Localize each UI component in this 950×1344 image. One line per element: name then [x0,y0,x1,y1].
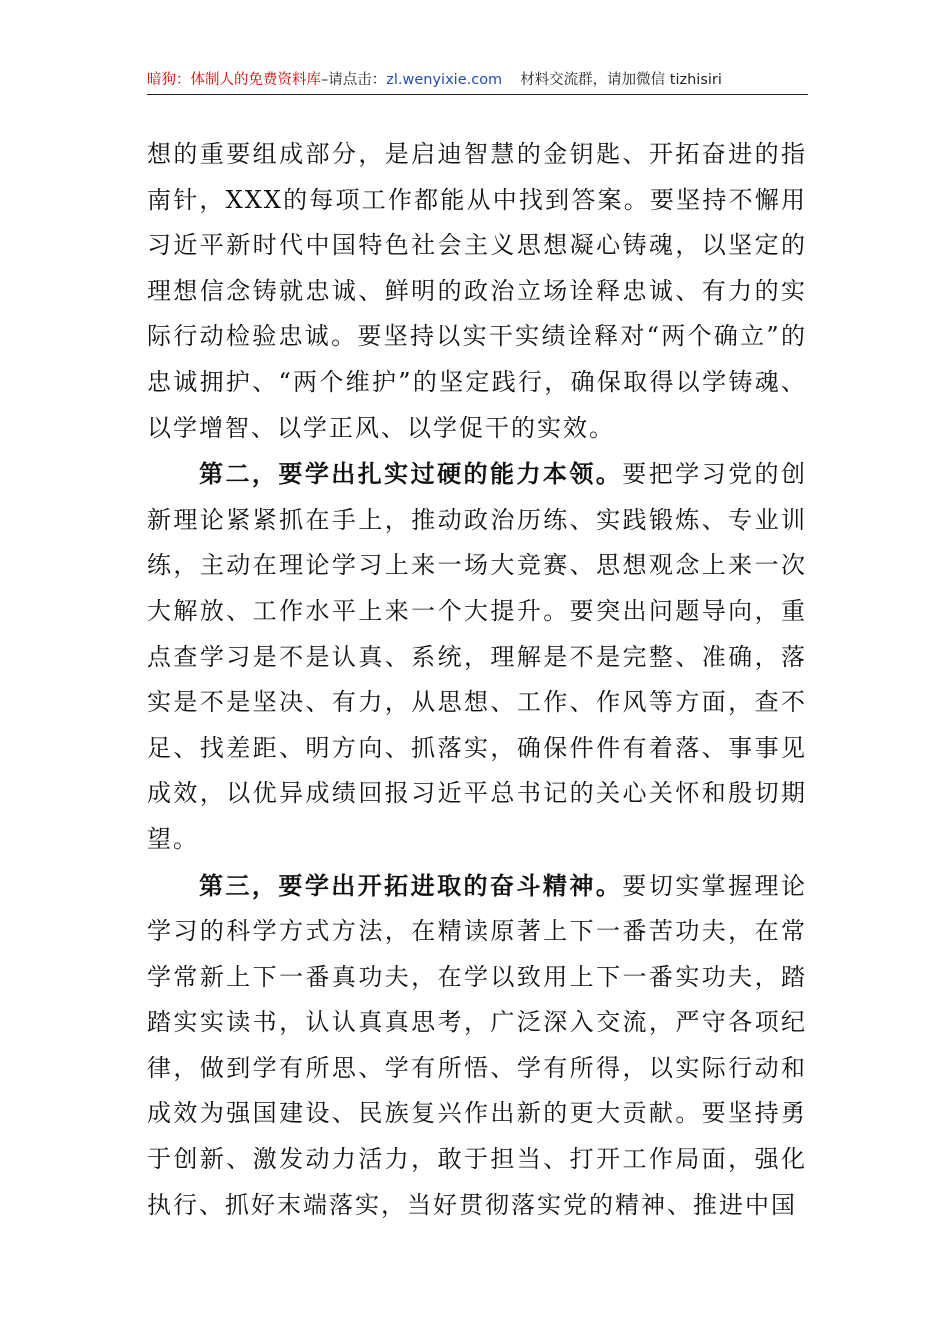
header-url-link[interactable]: zl.wenyixie.com [386,72,503,88]
paragraph-2 [147,451,807,862]
paragraph-3-text: 要切实掌握理论学习的科学方式方法，在精读原著上下一番苦功夫，在常学常新上下一番真功夫，在学以致用上下一番实功夫，踏踏实实读书，认认真真思考，广泛深入交流，严守各项纪律，做到学有所思、学有所悟、学有所得，以实际行动和成效为强国建设、民族复兴作出新的更大贡献。要坚持勇于创新、激发动力活力，敢于担当、打开工作局面，强化执行、抓好末端落实，当好贯彻落实党的精神、推进中国 [147,871,808,1219]
paragraph-1-text: 想的重要组成部分，是启迪智慧的金钥匙、开拓奋进的指南针，XXX的每项工作都能从中找到答案。要坚持不懈用习近平新时代中国特色社会主义思想凝心铸魂，以坚定的理想信念铸就忠诚、鲜明的政治立场诠释忠诚、有力的实际行动检验忠诚。要坚持以实干实绩诠释对“两个确立”的忠诚拥护、“两个维护”的坚定践行，确保取得以学铸魂、以学增智、以学正风、以学促干的实效。 [147,140,807,442]
paragraph-3 [147,863,807,1229]
header-prompt: –请点击： [321,72,387,88]
document-body [147,132,807,1228]
paragraph-1 [147,132,807,451]
paragraph-3-lead: 第三，要学出开拓进取的奋斗精神。 [199,870,623,900]
header-group-info: 材料交流群，请加微信 tizhisiri [520,72,722,88]
paragraph-2-lead: 第二，要学出扎实过硬的能力本领。 [199,459,623,489]
paragraph-2-text: 要把学习党的创新理论紧紧抓在手上，推动政治历练、实践锻炼、专业训练，主动在理论学习上来一场大竞赛、思想观念上来一次大解放、工作水平上来一个大提升。要突出问题导向，重点查学习是不是认真、系统，理解是不是完整、准确，落实是不是坚决、有力，从思想、工作、作风等方面，查不足、找差距、明方向、抓落实，确保件件有着落、事事见成效，以优异成绩回报习近平总书记的关心关怀和殷切期望。 [147,460,808,853]
header-site-name: 暗狗：体制人的免费资料库 [147,72,321,88]
page-header [147,66,808,95]
